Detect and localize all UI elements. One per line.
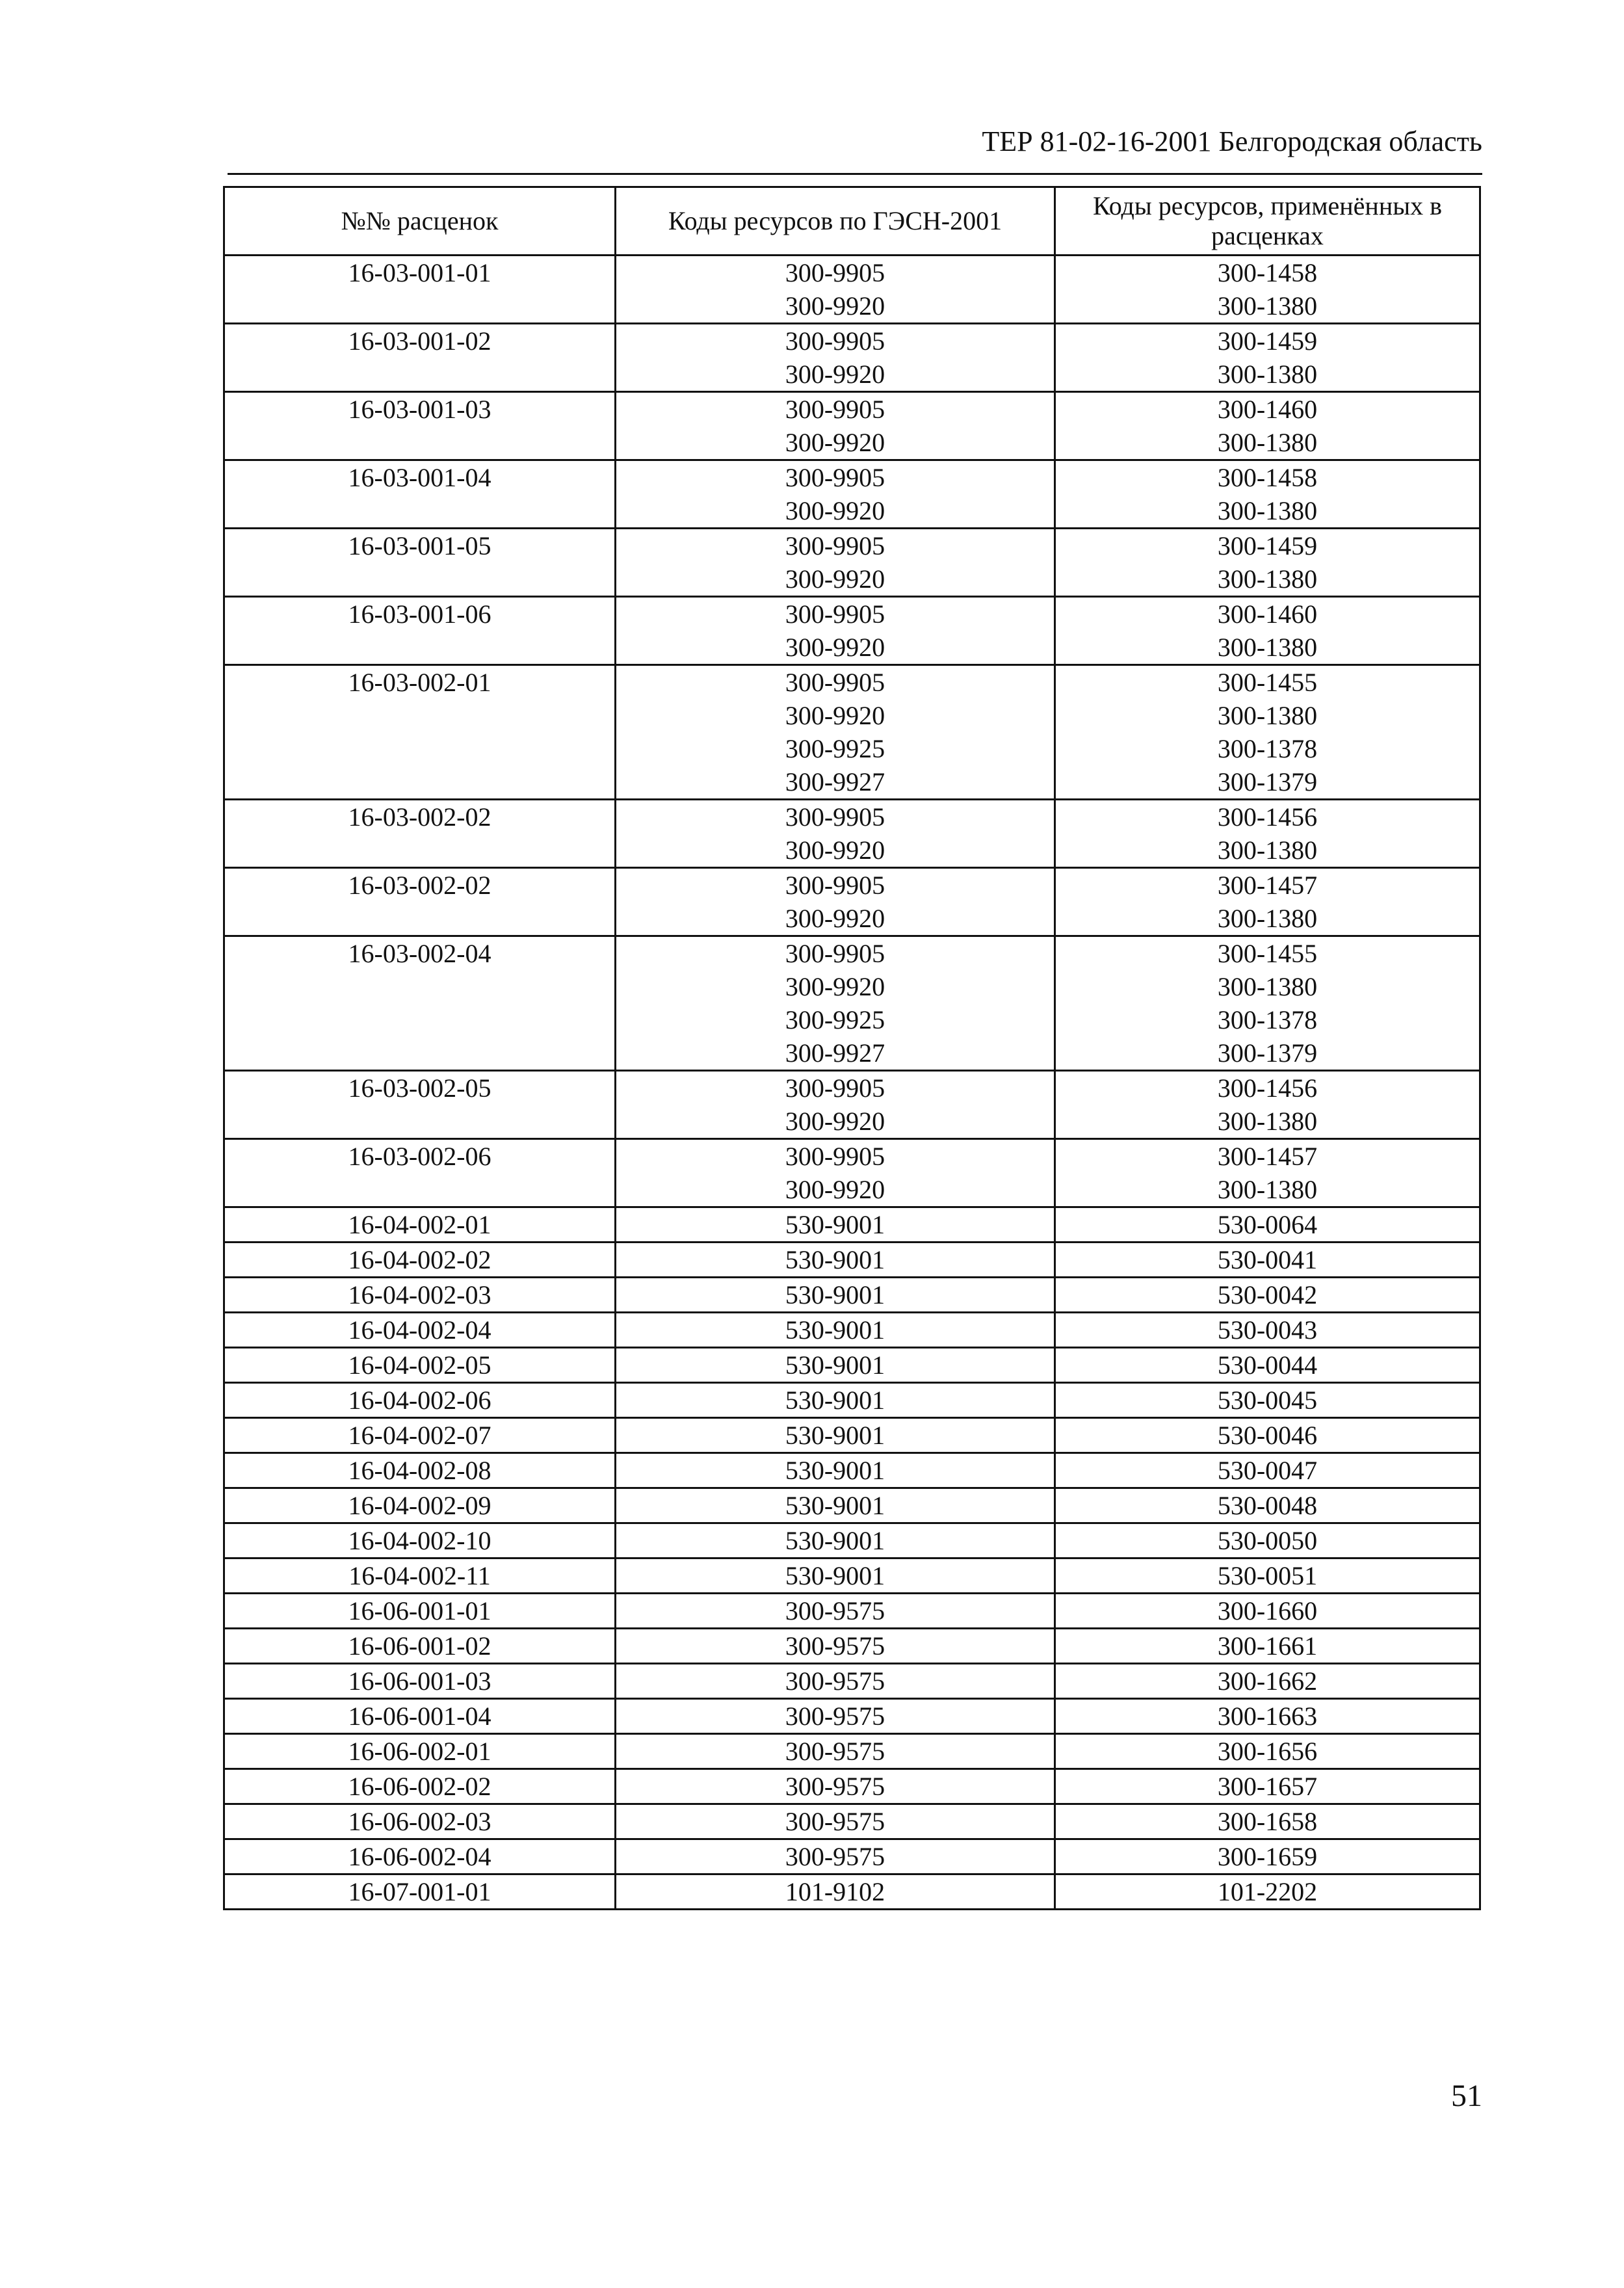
- rate-number: 16-03-002-06: [348, 1142, 491, 1171]
- gesn-code: 530-9001: [785, 1526, 885, 1555]
- applied-code-cell: [1055, 1313, 1480, 1348]
- applied-code-cell: [1055, 1383, 1480, 1418]
- gesn-code: 530-9001: [785, 1280, 885, 1309]
- applied-code: 300-1658: [1217, 1807, 1318, 1836]
- applied-code: 300-1378: [1217, 1005, 1318, 1034]
- applied-code-cell: [1055, 1594, 1480, 1629]
- rate-number: 16-06-002-03: [348, 1807, 491, 1836]
- table-row: [224, 1207, 1480, 1243]
- gesn-code-cell: [616, 1383, 1055, 1418]
- gesn-code-cell: [616, 256, 1055, 324]
- applied-code: 530-0048: [1217, 1491, 1318, 1520]
- applied-code: 530-0045: [1217, 1386, 1318, 1415]
- gesn-code-cell: [616, 1664, 1055, 1699]
- gesn-code: 300-9920: [785, 972, 885, 1001]
- table-row: [224, 1594, 1480, 1629]
- rate-number-cell: [224, 1558, 616, 1594]
- rate-number-cell: [224, 1594, 616, 1629]
- applied-code-cell: [1055, 1243, 1480, 1278]
- gesn-code-cell: [616, 392, 1055, 460]
- gesn-code-cell: [616, 1558, 1055, 1594]
- gesn-code: 300-9575: [785, 1807, 885, 1836]
- applied-code-cell: [1055, 1699, 1480, 1734]
- gesn-code-cell: [616, 1769, 1055, 1804]
- applied-code: 300-1663: [1217, 1702, 1318, 1731]
- gesn-code: 300-9920: [785, 835, 885, 865]
- gesn-code-cell: [616, 324, 1055, 392]
- applied-code: 300-1380: [1217, 428, 1318, 457]
- table-row: [224, 665, 1480, 800]
- rate-number: 16-04-002-11: [348, 1561, 491, 1590]
- applied-code-cell: [1055, 1488, 1480, 1523]
- applied-code-cell: [1055, 1839, 1480, 1874]
- rate-number-cell: [224, 1804, 616, 1839]
- gesn-code-cell: [616, 800, 1055, 868]
- gesn-code: 300-9905: [785, 395, 885, 424]
- gesn-code: 530-9001: [785, 1421, 885, 1450]
- gesn-code: 300-9925: [785, 734, 885, 763]
- gesn-code: 300-9927: [785, 1038, 885, 1068]
- rate-number-cell: [224, 665, 616, 800]
- table-row: [224, 868, 1480, 936]
- gesn-code-cell: [616, 1804, 1055, 1839]
- applied-code-cell: [1055, 1278, 1480, 1313]
- applied-code: 300-1656: [1217, 1737, 1318, 1766]
- gesn-code: 530-9001: [785, 1561, 885, 1590]
- rate-number-cell: [224, 1348, 616, 1383]
- gesn-code-cell: [616, 1243, 1055, 1278]
- gesn-code: 300-9920: [785, 633, 885, 662]
- applied-code: 300-1380: [1217, 835, 1318, 865]
- applied-code: 300-1456: [1217, 802, 1318, 832]
- gesn-code-cell: [616, 1418, 1055, 1453]
- rate-number: 16-04-002-04: [348, 1315, 491, 1345]
- applied-code: 300-1455: [1217, 939, 1318, 968]
- gesn-code-cell: [616, 460, 1055, 529]
- applied-code-cell: [1055, 1804, 1480, 1839]
- gesn-code: 300-9905: [785, 939, 885, 968]
- rate-number-cell: [224, 460, 616, 529]
- gesn-code-cell: [616, 1699, 1055, 1734]
- table-row: [224, 1383, 1480, 1418]
- resource-codes-table: [223, 186, 1481, 1910]
- applied-code-cell: [1055, 1418, 1480, 1453]
- gesn-code: 530-9001: [785, 1386, 885, 1415]
- table-row: [224, 1664, 1480, 1699]
- table-row: [224, 597, 1480, 665]
- applied-code: 530-0042: [1217, 1280, 1318, 1309]
- rate-number: 16-03-001-03: [348, 395, 491, 424]
- rate-number: 16-03-001-01: [348, 258, 491, 287]
- rate-number-cell: [224, 1488, 616, 1523]
- applied-code: 300-1380: [1217, 1175, 1318, 1204]
- applied-code: 530-0051: [1217, 1561, 1318, 1590]
- applied-code: 530-0064: [1217, 1210, 1318, 1239]
- gesn-code-cell: [616, 1453, 1055, 1488]
- applied-code: 300-1661: [1217, 1631, 1318, 1661]
- gesn-code-cell: [616, 1839, 1055, 1874]
- rate-number: 16-04-002-01: [348, 1210, 491, 1239]
- applied-code-cell: [1055, 597, 1480, 665]
- rate-number: 16-06-002-04: [348, 1842, 491, 1871]
- rate-number-cell: [224, 1699, 616, 1734]
- gesn-code-cell: [616, 1734, 1055, 1769]
- rate-number-cell: [224, 1383, 616, 1418]
- rate-number: 16-03-002-04: [348, 939, 491, 968]
- table-row: [224, 1348, 1480, 1383]
- gesn-code: 300-9575: [785, 1842, 885, 1871]
- applied-code-cell: [1055, 1523, 1480, 1558]
- table-row: [224, 1243, 1480, 1278]
- table-row: [224, 1699, 1480, 1734]
- applied-code-cell: [1055, 1453, 1480, 1488]
- table-row: [224, 1769, 1480, 1804]
- applied-code: 300-1459: [1217, 531, 1318, 560]
- applied-code-cell: [1055, 1874, 1480, 1910]
- gesn-code: 300-9920: [785, 496, 885, 525]
- table-row: [224, 1139, 1480, 1207]
- applied-code: 530-0046: [1217, 1421, 1318, 1450]
- applied-code: 300-1380: [1217, 291, 1318, 321]
- applied-code: 530-0047: [1217, 1456, 1318, 1485]
- table-row: [224, 324, 1480, 392]
- rate-number-cell: [224, 1243, 616, 1278]
- rate-number-cell: [224, 1139, 616, 1207]
- gesn-code: 300-9920: [785, 360, 885, 389]
- table-row: [224, 1629, 1480, 1664]
- rate-number-cell: [224, 1278, 616, 1313]
- rate-number: 16-04-002-10: [348, 1526, 491, 1555]
- gesn-code: 530-9001: [785, 1350, 885, 1380]
- table-body: [224, 256, 1480, 1910]
- gesn-code: 300-9575: [785, 1702, 885, 1731]
- document-header: ТЕР 81-02-16-2001 Белгородская область: [982, 125, 1482, 157]
- table-row: [224, 460, 1480, 529]
- rate-number-cell: [224, 868, 616, 936]
- applied-code-cell: [1055, 1664, 1480, 1699]
- applied-code-cell: [1055, 529, 1480, 597]
- applied-code: 300-1456: [1217, 1073, 1318, 1103]
- rate-number: 16-06-001-04: [348, 1702, 491, 1731]
- gesn-code: 300-9905: [785, 258, 885, 287]
- rate-number: 16-06-002-02: [348, 1772, 491, 1801]
- table-row: [224, 1874, 1480, 1910]
- rate-number-cell: [224, 1664, 616, 1699]
- rate-number: 16-06-001-03: [348, 1666, 491, 1696]
- table-row: [224, 1804, 1480, 1839]
- rate-number-cell: [224, 256, 616, 324]
- applied-code-cell: [1055, 868, 1480, 936]
- rate-number-cell: [224, 800, 616, 868]
- rate-number: 16-06-001-02: [348, 1631, 491, 1661]
- gesn-code-cell: [616, 1207, 1055, 1243]
- gesn-code: 530-9001: [785, 1245, 885, 1274]
- applied-code-cell: [1055, 460, 1480, 529]
- rate-number: 16-03-001-06: [348, 599, 491, 629]
- applied-code: 300-1458: [1217, 258, 1318, 287]
- applied-code-cell: [1055, 665, 1480, 800]
- rate-number-cell: [224, 936, 616, 1071]
- gesn-code: 530-9001: [785, 1491, 885, 1520]
- gesn-code-cell: [616, 868, 1055, 936]
- rate-number: 16-04-002-08: [348, 1456, 491, 1485]
- gesn-code: 300-9925: [785, 1005, 885, 1034]
- applied-code: 530-0044: [1217, 1350, 1318, 1380]
- rate-number-cell: [224, 1734, 616, 1769]
- table-row: [224, 1558, 1480, 1594]
- gesn-code: 300-9920: [785, 904, 885, 933]
- gesn-code-cell: [616, 1874, 1055, 1910]
- applied-code: 300-1457: [1217, 1142, 1318, 1171]
- rate-number-cell: [224, 1839, 616, 1874]
- gesn-code: 300-9920: [785, 1107, 885, 1136]
- rate-number-cell: [224, 324, 616, 392]
- rate-number: 16-03-001-04: [348, 463, 491, 492]
- applied-code: 300-1458: [1217, 463, 1318, 492]
- applied-code-cell: [1055, 324, 1480, 392]
- gesn-code: 530-9001: [785, 1315, 885, 1345]
- gesn-code-cell: [616, 1488, 1055, 1523]
- gesn-code: 530-9001: [785, 1210, 885, 1239]
- gesn-code: 300-9920: [785, 564, 885, 594]
- rate-number: 16-04-002-06: [348, 1386, 491, 1415]
- applied-code: 300-1379: [1217, 767, 1318, 796]
- gesn-code-cell: [616, 1594, 1055, 1629]
- table-row: [224, 1488, 1480, 1523]
- rate-number: 16-06-001-01: [348, 1596, 491, 1625]
- gesn-code: 530-9001: [785, 1456, 885, 1485]
- applied-code-cell: [1055, 1139, 1480, 1207]
- rate-number-cell: [224, 529, 616, 597]
- applied-code: 300-1662: [1217, 1666, 1318, 1696]
- rate-number: 16-03-002-02: [348, 871, 491, 900]
- gesn-code-cell: [616, 1139, 1055, 1207]
- rate-number: 16-07-001-01: [348, 1877, 491, 1906]
- gesn-code: 300-9575: [785, 1631, 885, 1661]
- applied-code-cell: [1055, 392, 1480, 460]
- gesn-code: 300-9905: [785, 599, 885, 629]
- applied-code-cell: [1055, 936, 1480, 1071]
- rate-number-cell: [224, 1207, 616, 1243]
- gesn-code-cell: [616, 1313, 1055, 1348]
- gesn-code: 300-9575: [785, 1772, 885, 1801]
- rate-number: 16-06-002-01: [348, 1737, 491, 1766]
- table-row: [224, 1278, 1480, 1313]
- applied-code: 300-1379: [1217, 1038, 1318, 1068]
- gesn-code: 300-9920: [785, 701, 885, 730]
- gesn-code: 300-9575: [785, 1737, 885, 1766]
- table-row: [224, 529, 1480, 597]
- gesn-code: 300-9905: [785, 463, 885, 492]
- gesn-code-cell: [616, 529, 1055, 597]
- applied-code-cell: [1055, 800, 1480, 868]
- rate-number: 16-04-002-02: [348, 1245, 491, 1274]
- applied-code: 530-0043: [1217, 1315, 1318, 1345]
- table-row: [224, 1734, 1480, 1769]
- applied-code: 300-1657: [1217, 1772, 1318, 1801]
- gesn-code-cell: [616, 936, 1055, 1071]
- applied-code: 101-2202: [1217, 1877, 1318, 1906]
- gesn-code: 300-9920: [785, 428, 885, 457]
- gesn-code: 300-9905: [785, 871, 885, 900]
- applied-code: 300-1380: [1217, 360, 1318, 389]
- rate-number: 16-03-001-05: [348, 531, 491, 560]
- gesn-code-cell: [616, 665, 1055, 800]
- column-header-rate-number: №№ расценок: [224, 187, 616, 256]
- gesn-code-cell: [616, 1278, 1055, 1313]
- applied-code: 300-1378: [1217, 734, 1318, 763]
- gesn-code: 101-9102: [785, 1877, 885, 1906]
- applied-code: 300-1660: [1217, 1596, 1318, 1625]
- applied-code-cell: [1055, 1071, 1480, 1139]
- applied-code-cell: [1055, 1769, 1480, 1804]
- applied-code-cell: [1055, 1207, 1480, 1243]
- table-row: [224, 1453, 1480, 1488]
- applied-code: 530-0041: [1217, 1245, 1318, 1274]
- applied-code: 300-1459: [1217, 326, 1318, 356]
- gesn-code: 300-9905: [785, 802, 885, 832]
- table-row: [224, 392, 1480, 460]
- rate-number-cell: [224, 1313, 616, 1348]
- gesn-code: 300-9905: [785, 668, 885, 697]
- rate-number: 16-04-002-09: [348, 1491, 491, 1520]
- gesn-code: 300-9927: [785, 767, 885, 796]
- gesn-code: 300-9905: [785, 326, 885, 356]
- applied-code: 300-1380: [1217, 496, 1318, 525]
- table-row: [224, 1839, 1480, 1874]
- table-row: [224, 936, 1480, 1071]
- rate-number: 16-03-001-02: [348, 326, 491, 356]
- applied-code: 300-1380: [1217, 904, 1318, 933]
- table-row: [224, 1071, 1480, 1139]
- applied-code: 300-1380: [1217, 564, 1318, 594]
- table-row: [224, 256, 1480, 324]
- rate-number: 16-04-002-05: [348, 1350, 491, 1380]
- table-row: [224, 1523, 1480, 1558]
- rate-number-cell: [224, 1629, 616, 1664]
- page-number: 51: [1451, 2079, 1482, 2113]
- gesn-code-cell: [616, 1523, 1055, 1558]
- table-row: [224, 1418, 1480, 1453]
- rate-number-cell: [224, 1523, 616, 1558]
- table-row: [224, 800, 1480, 868]
- applied-code: 300-1380: [1217, 1107, 1318, 1136]
- rate-number: 16-03-002-05: [348, 1073, 491, 1103]
- gesn-code: 300-9575: [785, 1666, 885, 1696]
- applied-code: 300-1380: [1217, 972, 1318, 1001]
- rate-number-cell: [224, 1769, 616, 1804]
- applied-code: 300-1455: [1217, 668, 1318, 697]
- applied-code: 300-1460: [1217, 395, 1318, 424]
- table-row: [224, 1313, 1480, 1348]
- applied-code-cell: [1055, 1629, 1480, 1664]
- applied-code: 300-1380: [1217, 633, 1318, 662]
- applied-code: 300-1380: [1217, 701, 1318, 730]
- rate-number-cell: [224, 392, 616, 460]
- gesn-code: 300-9575: [785, 1596, 885, 1625]
- column-header-applied-codes: Коды ресурсов, применённых в расценках: [1055, 187, 1480, 256]
- rate-number-cell: [224, 597, 616, 665]
- gesn-code: 300-9905: [785, 1073, 885, 1103]
- gesn-code: 300-9905: [785, 531, 885, 560]
- gesn-code: 300-9920: [785, 1175, 885, 1204]
- header-divider: [228, 173, 1482, 175]
- applied-code: 530-0050: [1217, 1526, 1318, 1555]
- rate-number: 16-04-002-03: [348, 1280, 491, 1309]
- gesn-code: 300-9920: [785, 291, 885, 321]
- gesn-code-cell: [616, 1348, 1055, 1383]
- rate-number-cell: [224, 1418, 616, 1453]
- applied-code: 300-1460: [1217, 599, 1318, 629]
- rate-number-cell: [224, 1071, 616, 1139]
- applied-code-cell: [1055, 256, 1480, 324]
- applied-code-cell: [1055, 1558, 1480, 1594]
- column-header-gesn-codes: Коды ресурсов по ГЭСН-2001: [616, 187, 1055, 256]
- gesn-code-cell: [616, 1071, 1055, 1139]
- rate-number: 16-03-002-02: [348, 802, 491, 832]
- applied-code: 300-1659: [1217, 1842, 1318, 1871]
- gesn-code: 300-9905: [785, 1142, 885, 1171]
- rate-number-cell: [224, 1874, 616, 1910]
- applied-code: 300-1457: [1217, 871, 1318, 900]
- rate-number: 16-04-002-07: [348, 1421, 491, 1450]
- applied-code-cell: [1055, 1348, 1480, 1383]
- rate-number-cell: [224, 1453, 616, 1488]
- applied-code-cell: [1055, 1734, 1480, 1769]
- rate-number: 16-03-002-01: [348, 668, 491, 697]
- gesn-code-cell: [616, 1629, 1055, 1664]
- table-header-row: [224, 187, 1480, 256]
- gesn-code-cell: [616, 597, 1055, 665]
